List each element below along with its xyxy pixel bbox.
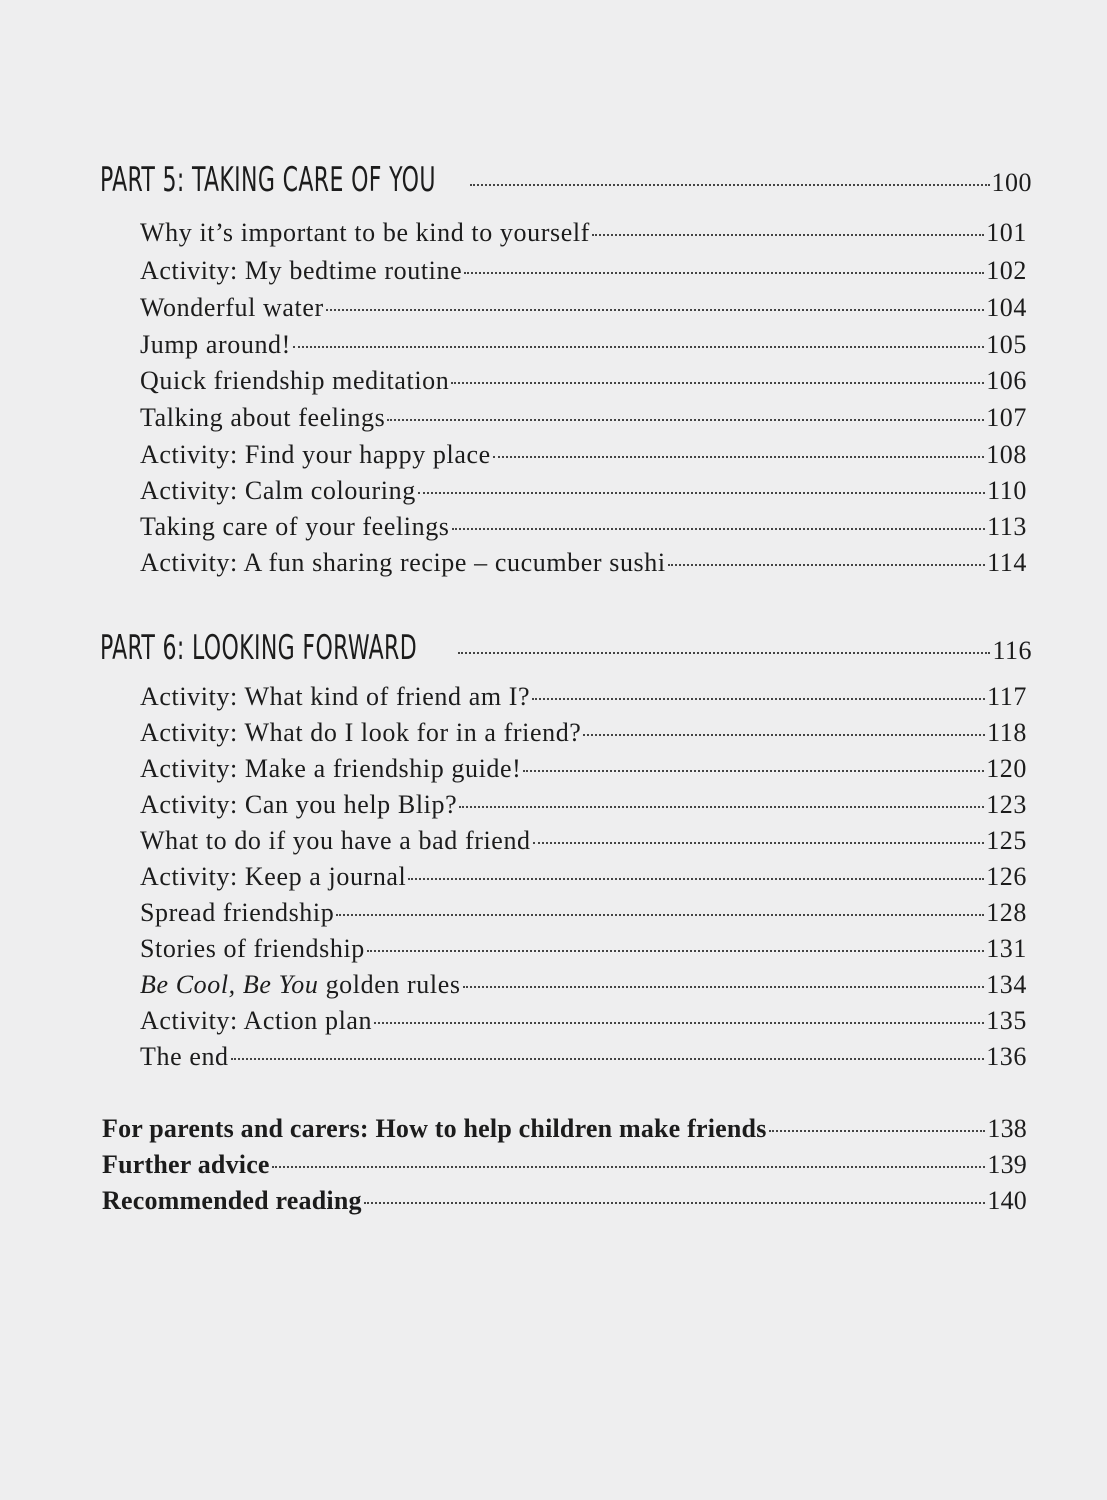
page-number: 102 [986, 256, 1027, 285]
dot-leader [592, 234, 984, 236]
entry-label: Why it’s important to be kind to yourself [140, 218, 590, 247]
dot-leader [523, 770, 984, 772]
page-number: 136 [986, 1042, 1027, 1071]
entry-label-rest: golden rules [318, 970, 461, 999]
toc-entry [140, 293, 1027, 323]
toc-entry [140, 862, 1027, 892]
entry-label: Activity: Can you help Blip? [140, 790, 458, 819]
page-number: 139 [987, 1150, 1027, 1179]
dot-leader [326, 309, 984, 311]
entry-label [140, 970, 461, 1000]
dot-leader [459, 806, 984, 808]
dot-leader [463, 986, 985, 988]
toc-entry [140, 790, 1027, 820]
page-number: 108 [986, 440, 1027, 469]
toc-entry [140, 256, 1027, 286]
entry-label: Activity: What kind of friend am I? [140, 682, 531, 711]
toc-entry [140, 754, 1027, 784]
dot-leader [364, 1202, 986, 1204]
dot-leader [458, 652, 990, 654]
toc-entry [140, 548, 1027, 578]
page-number: 110 [987, 476, 1027, 505]
page-number: 106 [986, 366, 1027, 395]
entry-label: Activity: Action plan [140, 1006, 373, 1035]
dot-leader [451, 382, 984, 384]
page-number: 114 [987, 548, 1027, 577]
page-number: 105 [986, 330, 1027, 359]
page-number: 118 [987, 718, 1027, 747]
entry-label: Activity: My bedtime routine [140, 256, 463, 285]
toc-entry [140, 826, 1027, 856]
page-number: 134 [986, 970, 1027, 999]
toc-entry [140, 1042, 1027, 1072]
dot-leader [408, 878, 984, 880]
toc-entry [140, 440, 1027, 470]
toc-entry-extra [102, 1114, 1027, 1144]
toc-entry [140, 898, 1027, 928]
page-number: 120 [986, 754, 1027, 783]
dot-leader [418, 492, 985, 494]
toc-entry-extra [102, 1186, 1027, 1216]
entry-label: Stories of friendship [140, 934, 365, 963]
toc-entry [140, 476, 1027, 506]
toc-entry [140, 682, 1027, 712]
toc-entry-extra [102, 1150, 1027, 1180]
part-title: PART 5: TAKING CARE OF YOU [100, 160, 436, 200]
entry-label: Activity: Keep a journal [140, 862, 407, 891]
entry-label: Recommended reading [102, 1186, 362, 1215]
dot-leader [231, 1058, 985, 1060]
entry-label: Further advice [102, 1150, 270, 1179]
dot-leader [367, 950, 984, 952]
dot-leader [668, 564, 985, 566]
toc-entry [140, 718, 1027, 748]
dot-leader [769, 1130, 986, 1132]
dot-leader [452, 528, 986, 530]
dot-leader [470, 184, 989, 186]
dot-leader [464, 272, 984, 274]
dot-leader [293, 346, 984, 348]
dot-leader [493, 456, 984, 458]
dot-leader [533, 842, 985, 844]
toc-entry [140, 970, 1027, 1000]
toc-entry [140, 330, 1027, 360]
page-number: 104 [986, 293, 1027, 322]
toc-entry [140, 366, 1027, 396]
entry-label: Activity: What do I look for in a friend? [140, 718, 582, 747]
page-number: 123 [986, 790, 1027, 819]
entry-label: The end [140, 1042, 229, 1071]
entry-label: Talking about feelings [140, 403, 386, 432]
entry-label: Wonderful water [140, 293, 324, 322]
page-number: 126 [986, 862, 1027, 891]
entry-label: What to do if you have a bad friend [140, 826, 531, 855]
entry-label: Quick friendship meditation [140, 366, 450, 395]
entry-label: Activity: Calm colouring [140, 476, 416, 505]
dot-leader [387, 419, 984, 421]
entry-label: Activity: Find your happy place [140, 440, 491, 469]
dot-leader [374, 1022, 984, 1024]
page-number: 135 [986, 1006, 1027, 1035]
italic-title: Be Cool, Be You [140, 970, 319, 999]
page-number: 125 [986, 826, 1027, 855]
dot-leader [336, 914, 984, 916]
entry-label: Activity: A fun sharing recipe – cucumber sushi [140, 548, 666, 577]
page-number: 101 [986, 218, 1027, 247]
entry-label: Activity: Make a friendship guide! [140, 754, 522, 783]
entry-label: Jump around! [140, 330, 291, 359]
toc-entry [140, 403, 1027, 433]
page-number: 100 [991, 168, 1032, 197]
page-number: 128 [986, 898, 1027, 927]
page-number: 140 [987, 1186, 1027, 1215]
dot-leader [583, 734, 985, 736]
page-number: 138 [987, 1114, 1027, 1143]
toc-entry [140, 934, 1027, 964]
entry-label: For parents and carers: How to help children make friends [102, 1114, 767, 1143]
page-number: 113 [987, 512, 1027, 541]
page-number: 116 [992, 636, 1032, 665]
page-number: 117 [987, 682, 1027, 711]
part-title: PART 6: LOOKING FORWARD [100, 628, 418, 668]
toc-entry [140, 512, 1027, 542]
part-heading [100, 628, 1032, 668]
page-number: 131 [986, 934, 1027, 963]
page-number: 107 [986, 403, 1027, 432]
dot-leader [272, 1166, 986, 1168]
part-heading [100, 160, 1032, 200]
dot-leader [532, 698, 985, 700]
toc-entry [140, 1006, 1027, 1036]
entry-label: Taking care of your feelings [140, 512, 450, 541]
toc-entry [140, 218, 1027, 248]
entry-label: Spread friendship [140, 898, 335, 927]
